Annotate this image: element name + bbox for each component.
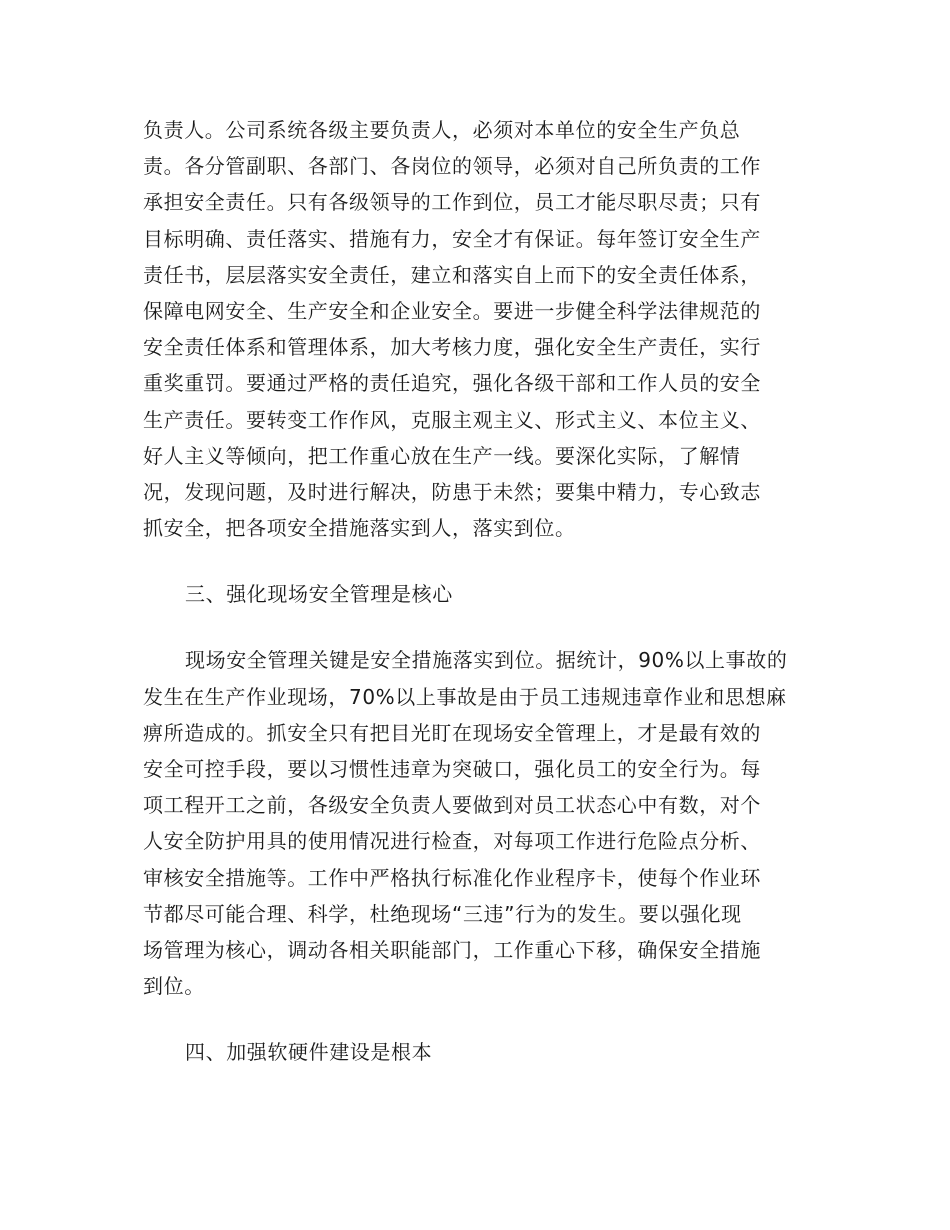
text-line: 目标明确、责任落实、措施有力，安全才有保证。每年签订安全生产 — [143, 226, 761, 251]
text-line: 承担安全责任。只有各级领导的工作到位，员工才能尽职尽责；只有 — [143, 190, 761, 215]
section-heading-three: 三、强化现场安全管理是核心 — [185, 582, 453, 607]
text-line: 保障电网安全、生产安全和企业安全。要进一步健全科学法律规范的 — [143, 298, 761, 323]
text-line: 生产责任。要转变工作作风，克服主观主义、形式主义、本位主义、 — [143, 407, 761, 432]
text-line: 人安全防护用具的使用情况进行检查，对每项工作进行危险点分析、 — [143, 829, 761, 854]
text-line: 审核安全措施等。工作中严格执行标准化作业程序卡，使每个作业环 — [143, 865, 761, 890]
text-line: 责任书，层层落实安全责任，建立和落实自上而下的安全责任体系， — [143, 262, 761, 287]
paragraph-spacing — [143, 612, 813, 642]
text-line: 况，发现问题，及时进行解决，防患于未然；要集中精力，专心致志 — [143, 479, 761, 504]
section-heading-four: 四、加强软硬件建设是根本 — [185, 1040, 433, 1065]
paragraph-continued — [143, 112, 813, 546]
paragraph-spacing — [143, 1004, 813, 1034]
text-line: 抓安全，把各项安全措施落实到人，落实到位。 — [143, 516, 576, 541]
document-body — [143, 112, 813, 1071]
text-line: 节都尽可能合理、科学，杜绝现场“三违”行为的发生。要以强化现 — [143, 901, 742, 926]
text-line: 责。各分管副职、各部门、各岗位的领导，必须对自己所负责的工作 — [143, 154, 761, 179]
text-line: 发生在生产作业现场，70%以上事故是由于员工违规违章作业和思想麻 — [143, 684, 787, 709]
text-line: 项工程开工之前，各级安全负责人要做到对员工状态心中有数，对个 — [143, 793, 761, 818]
paragraph-spacing — [143, 546, 813, 576]
text-line: 到位。 — [143, 974, 205, 999]
text-line: 负责人。公司系统各级主要负责人，必须对本单位的安全生产负总 — [143, 118, 741, 142]
text-line: 场管理为核心，调动各相关职能部门，工作重心下移，确保安全措施 — [143, 937, 761, 962]
text-line: 好人主义等倾向，把工作重心放在生产一线。要深化实际，了解情 — [143, 443, 741, 468]
text-line: 重奖重罚。要通过严格的责任追究，强化各级干部和工作人员的安全 — [143, 371, 761, 396]
text-line: 现场安全管理关键是安全措施落实到位。据统计，90%以上事故的 — [185, 648, 788, 673]
text-line: 痹所造成的。抓安全只有把目光盯在现场安全管理上，才是最有效的 — [143, 720, 761, 745]
text-line: 安全责任体系和管理体系，加大考核力度，强化安全生产责任，实行 — [143, 335, 761, 360]
paragraph-site-safety — [143, 642, 813, 1004]
text-line: 安全可控手段，要以习惯性违章为突破口，强化员工的安全行为。每 — [143, 757, 761, 781]
